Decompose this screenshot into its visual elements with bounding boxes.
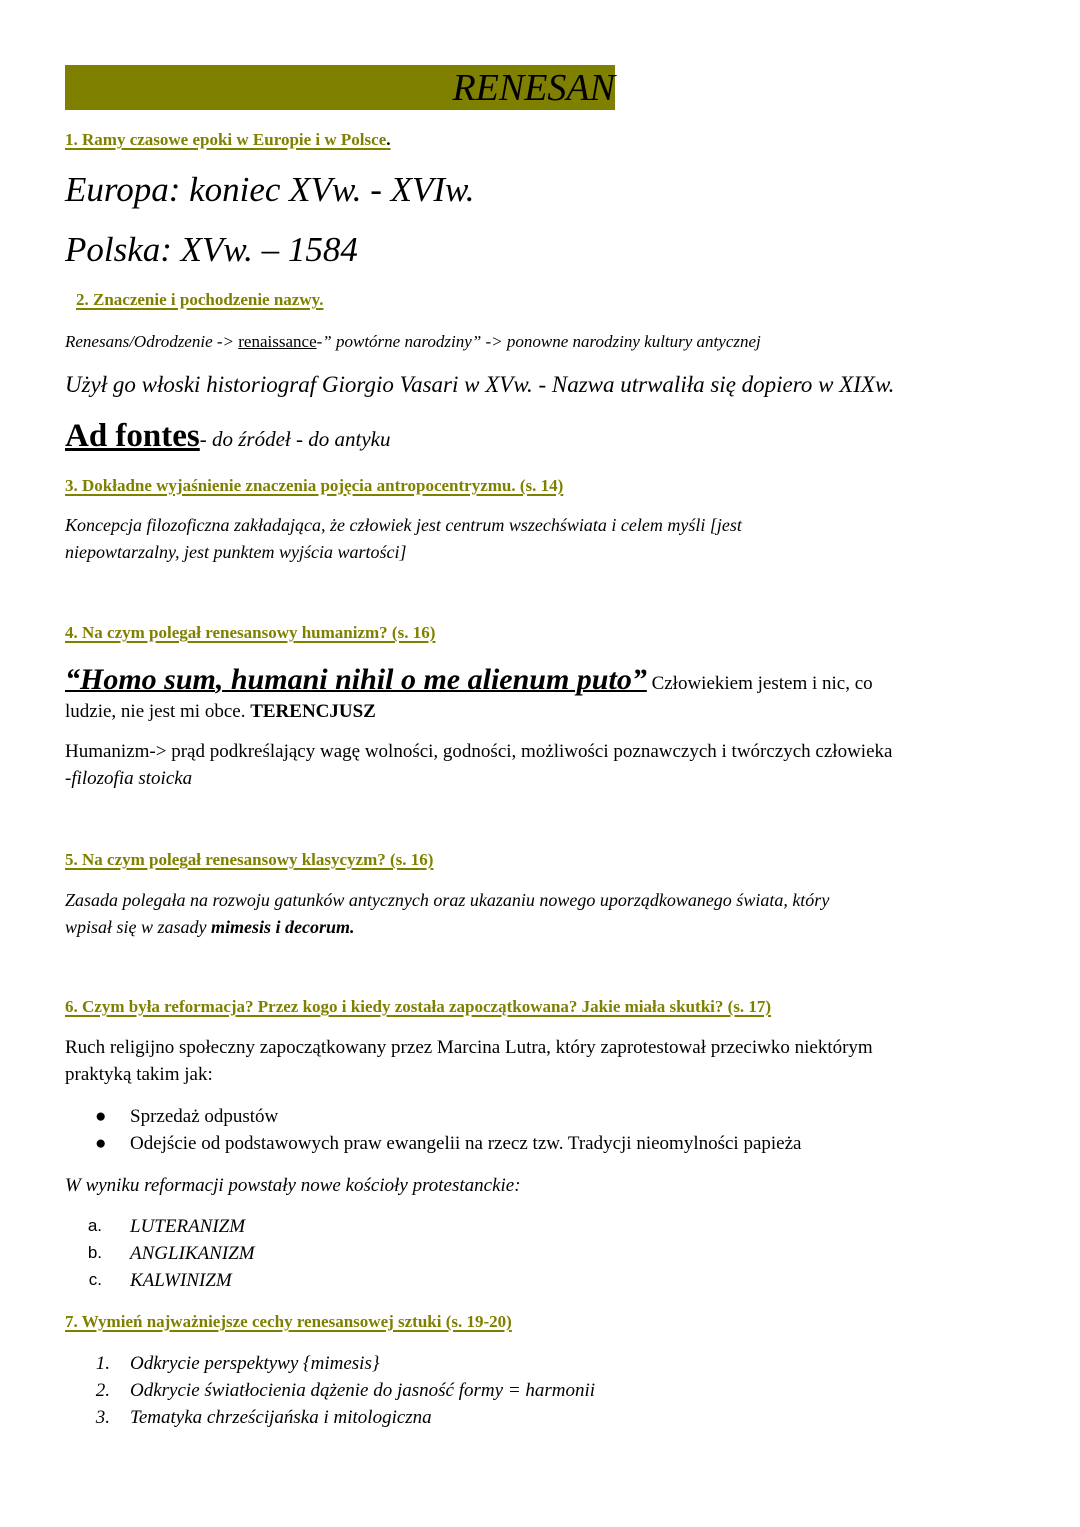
- paragraph-line: praktyką takim jak:: [65, 1064, 213, 1085]
- paragraph-line: wpisał się w zasady mimesis i decorum.: [65, 917, 355, 937]
- paragraph-line: niepowtarzalny, jest punktem wyjścia wartości]: [65, 542, 407, 562]
- section-3-heading: 3. Dokładne wyjaśnienie znaczenia pojęcia antropocentryzmu. (s. 14): [65, 476, 564, 495]
- section-7-heading: 7. Wymień najważniejsze cechy renesansowej sztuki (s. 19-20): [65, 1312, 512, 1331]
- vasari-line: Użył go włoski historiograf Giorgio Vasari w XVw. - Nazwa utrwaliła się dopiero w XIXw.: [65, 372, 895, 397]
- section-1-heading: 1. Ramy czasowe epoki w Europie i w Polsce.: [65, 130, 391, 149]
- paragraph-line: Koncepcja filozoficzna zakładająca, że człowiek jest centrum wszechświata i celem myśli [jest: [65, 515, 742, 535]
- paragraph-line: Zasada polegała na rozwoju gatunków antycznych oraz ukazaniu nowego uporządkowanego świata, który: [65, 890, 830, 910]
- quote-line-2: ludzie, nie jest mi obce. TERENCJUSZ: [65, 701, 376, 722]
- list-item: 2. Odkrycie światłocienia dążenie do jasność formy = harmonii: [95, 1380, 596, 1401]
- humanism-note: -filozofia stoicka: [65, 768, 193, 789]
- section-6-heading: 6. Czym była reformacja? Przez kogo i kiedy została zapoczątkowana? Jakie miała skutki? (s. 17): [65, 997, 772, 1016]
- ad-fontes-line: Ad fontes- do źródeł - do antyku: [65, 418, 391, 454]
- homo-sum-quote: “Homo sum, humani nihil o me alienum puto” Człowiekiem jestem i nic, co: [65, 663, 873, 696]
- list-item: a. LUTERANIZM: [87, 1216, 246, 1237]
- bullet-item: ● Sprzedaż odpustów: [95, 1106, 279, 1127]
- list-item: c. KALWINIZM: [88, 1270, 232, 1291]
- section-5-heading: 5. Na czym polegał renesansowy klasycyzm? (s. 16): [65, 850, 434, 869]
- humanism-definition: Humanizm-> prąd podkreślający wagę wolności, godności, możliwości poznawczych i twórczych człowieka: [65, 741, 893, 762]
- section-4-heading: 4. Na czym polegał renesansowy humanizm? (s. 16): [65, 623, 436, 642]
- title-banner: [65, 65, 615, 110]
- reformation-result: W wyniku reformacji powstały nowe kościoły protestanckie:: [65, 1175, 521, 1196]
- list-item: 3. Tematyka chrześcijańska i mitologiczna: [95, 1407, 432, 1428]
- paragraph-line: Ruch religijno społeczny zapoczątkowany przez Marcina Lutra, który zaprotestował przeciwko niektórym: [65, 1037, 873, 1058]
- europa-dates: Europa: koniec XVw. - XVIw.: [65, 170, 475, 209]
- bullet-icon: ●: [95, 1133, 107, 1154]
- bullet-icon: ●: [95, 1106, 107, 1127]
- polska-dates: Polska: XVw. – 1584: [65, 230, 358, 269]
- document-title: RENESAN: [452, 67, 615, 109]
- list-item: 1. Odkrycie perspektywy {mimesis}: [95, 1353, 380, 1374]
- bullet-item: ● Odejście od podstawowych praw ewangelii na rzecz tzw. Tradycji nieomylności papieża: [95, 1133, 802, 1154]
- name-origin-line: Renesans/Odrodzenie -> renaissance-” powtórne narodziny” -> ponowne narodziny kultury antycznej: [65, 332, 761, 351]
- list-item: b. ANGLIKANIZM: [87, 1243, 255, 1264]
- section-2-heading: 2. Znaczenie i pochodzenie nazwy.: [76, 290, 324, 309]
